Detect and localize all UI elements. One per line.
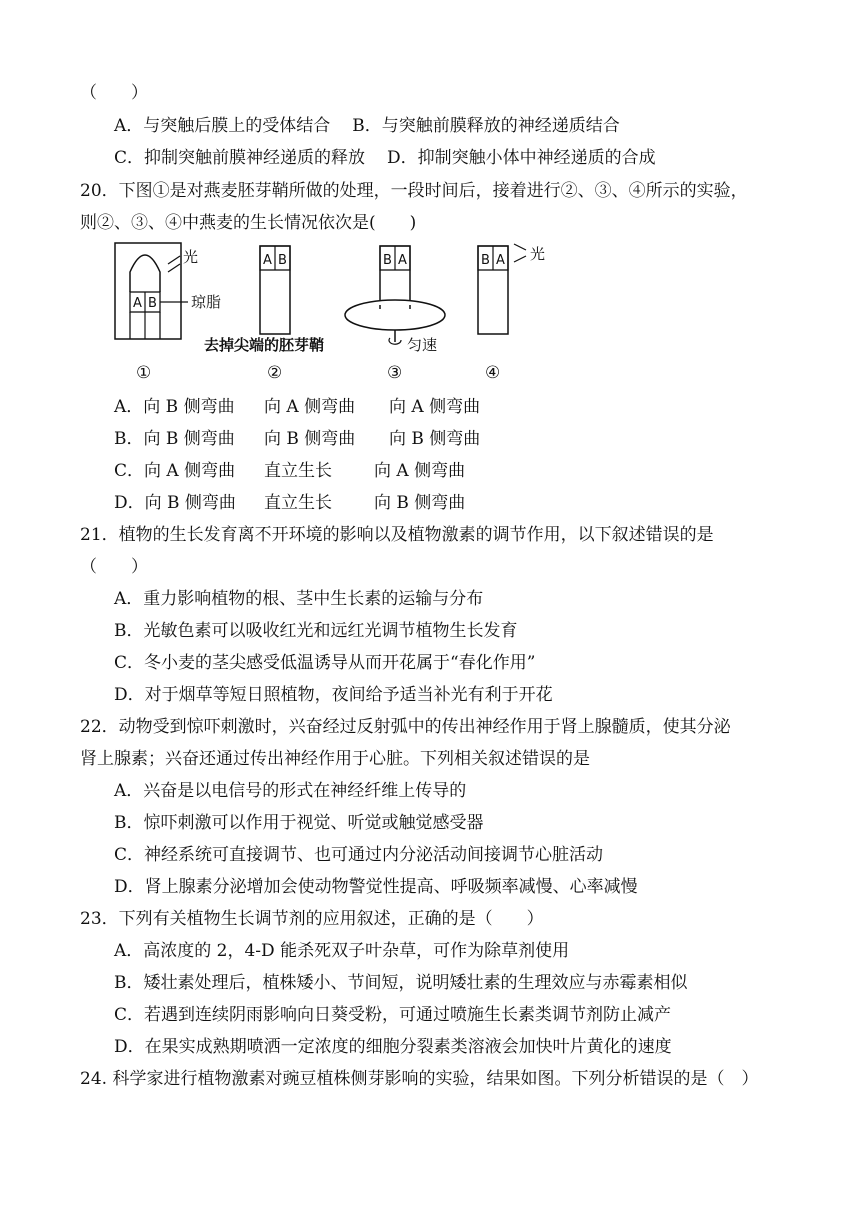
q20-option-a: A．向 B 侧弯曲 向 A 侧弯曲 向 A 侧弯曲 <box>114 397 481 417</box>
q22-stem-line-2: 肾上腺素；兴奋还通过传出神经作用于心脏。下列相关叙述错误的是 <box>80 749 590 769</box>
agar-label-a2: A <box>263 253 272 268</box>
q19-option-c: C．抑制突触前膜神经递质的释放 <box>114 148 366 168</box>
figure-number-3: ③ <box>387 363 403 383</box>
q22-stem-line-1: 22．动物受到惊吓刺激时，兴奋经过反射弧中的传出神经作用于肾上腺髓质，使其分泌 <box>80 717 731 737</box>
q22-option-c: C．神经系统可直接调节、也可通过内分泌活动间接调节心脏活动 <box>114 845 604 865</box>
q21-option-c: C．冬小麦的茎尖感受低温诱导从而开花属于“春化作用” <box>114 653 536 673</box>
agar-label: 琼脂 <box>191 293 222 311</box>
q19-option-a: A．与突触后膜上的受体结合 <box>114 116 331 136</box>
q23-option-d: D．在果实成熟期喷洒一定浓度的细胞分裂素类溶液会加快叶片黄化的速度 <box>114 1037 672 1057</box>
q22-option-a: A．兴奋是以电信号的形式在神经纤维上传导的 <box>114 781 467 801</box>
light-label-4: 光 <box>530 245 546 263</box>
q21-option-d: D．对于烟草等短日照植物，夜间给予适当补光有利于开花 <box>114 685 553 705</box>
figure-number-4: ④ <box>485 363 501 383</box>
coleoptile-experiment-figure <box>0 0 860 400</box>
coleoptile-tip <box>130 255 160 292</box>
q20-option-c: C．向 A 侧弯曲 直立生长 向 A 侧弯曲 <box>114 461 466 481</box>
q21-option-b: B．光敏色素可以吸收红光和远红光调节植物生长发育 <box>114 621 518 641</box>
q22-option-b: B．惊吓刺激可以作用于视觉、听觉或触觉感受器 <box>114 813 484 833</box>
q20-stem-line-1: 20．下图①是对燕麦胚芽鞘所做的处理，一段时间后，接着进行②、③、④所示的实验， <box>80 181 748 201</box>
q23-option-b: B．矮壮素处理后，植株矮小、节间短，说明矮壮素的生理效应与赤霉素相似 <box>114 973 688 993</box>
light-ray-icon-4 <box>514 244 526 250</box>
q19-option-b: B．与突触前膜释放的神经递质结合 <box>352 116 620 136</box>
q20-option-b: B．向 B 侧弯曲 向 B 侧弯曲 向 B 侧弯曲 <box>114 429 481 449</box>
q21-stem-line-2: （ ） <box>80 557 148 577</box>
agar-label-b2: B <box>278 253 287 268</box>
uniform-speed-label: 匀速 <box>407 336 438 354</box>
agar-label-a1: A <box>133 296 142 311</box>
figure-number-2: ② <box>267 363 283 383</box>
decapitated-coleoptile-caption: 去掉尖端的胚芽鞘 <box>204 336 325 354</box>
agar-label-b3: B <box>383 253 392 268</box>
q19-stem-continuation: （ ） <box>80 83 148 103</box>
figure-number-1: ① <box>136 363 152 383</box>
q20-option-d: D．向 B 侧弯曲 直立生长 向 B 侧弯曲 <box>114 493 466 513</box>
rotating-disc <box>345 300 445 330</box>
light-label-1: 光 <box>183 248 199 266</box>
q23-stem: 23．下列有关植物生长调节剂的应用叙述，正确的是（ ） <box>80 909 544 929</box>
q19-option-d: D．抑制突触小体中神经递质的合成 <box>387 148 656 168</box>
agar-label-a4: A <box>496 253 505 268</box>
light-ray-icon <box>168 256 180 264</box>
agar-label-b1: B <box>148 296 157 311</box>
q20-stem-line-2: 则②、③、④中燕麦的生长情况依次是( ) <box>80 213 417 233</box>
q21-option-a: A．重力影响植物的根、茎中生长素的运输与分布 <box>114 589 484 609</box>
agar-label-b4: B <box>481 253 490 268</box>
figure1-frame <box>115 243 181 339</box>
q24-stem: 24. 科学家进行植物激素对豌豆植株侧芽影响的实验，结果如图。下列分析错误的是（ ） <box>80 1069 759 1089</box>
q22-option-d: D．肾上腺素分泌增加会使动物警觉性提高、呼吸频率减慢、心率减慢 <box>114 877 638 897</box>
q23-option-c: C．若遇到连续阴雨影响向日葵受粉，可通过喷施生长素类调节剂防止减产 <box>114 1005 672 1025</box>
agar-label-a3: A <box>398 253 407 268</box>
q21-stem-line-1: 21．植物的生长发育离不开环境的影响以及植物激素的调节作用，以下叙述错误的是 <box>80 525 714 545</box>
q23-option-a: A．高浓度的 2，4-D 能杀死双子叶杂草，可作为除草剂使用 <box>114 941 570 961</box>
